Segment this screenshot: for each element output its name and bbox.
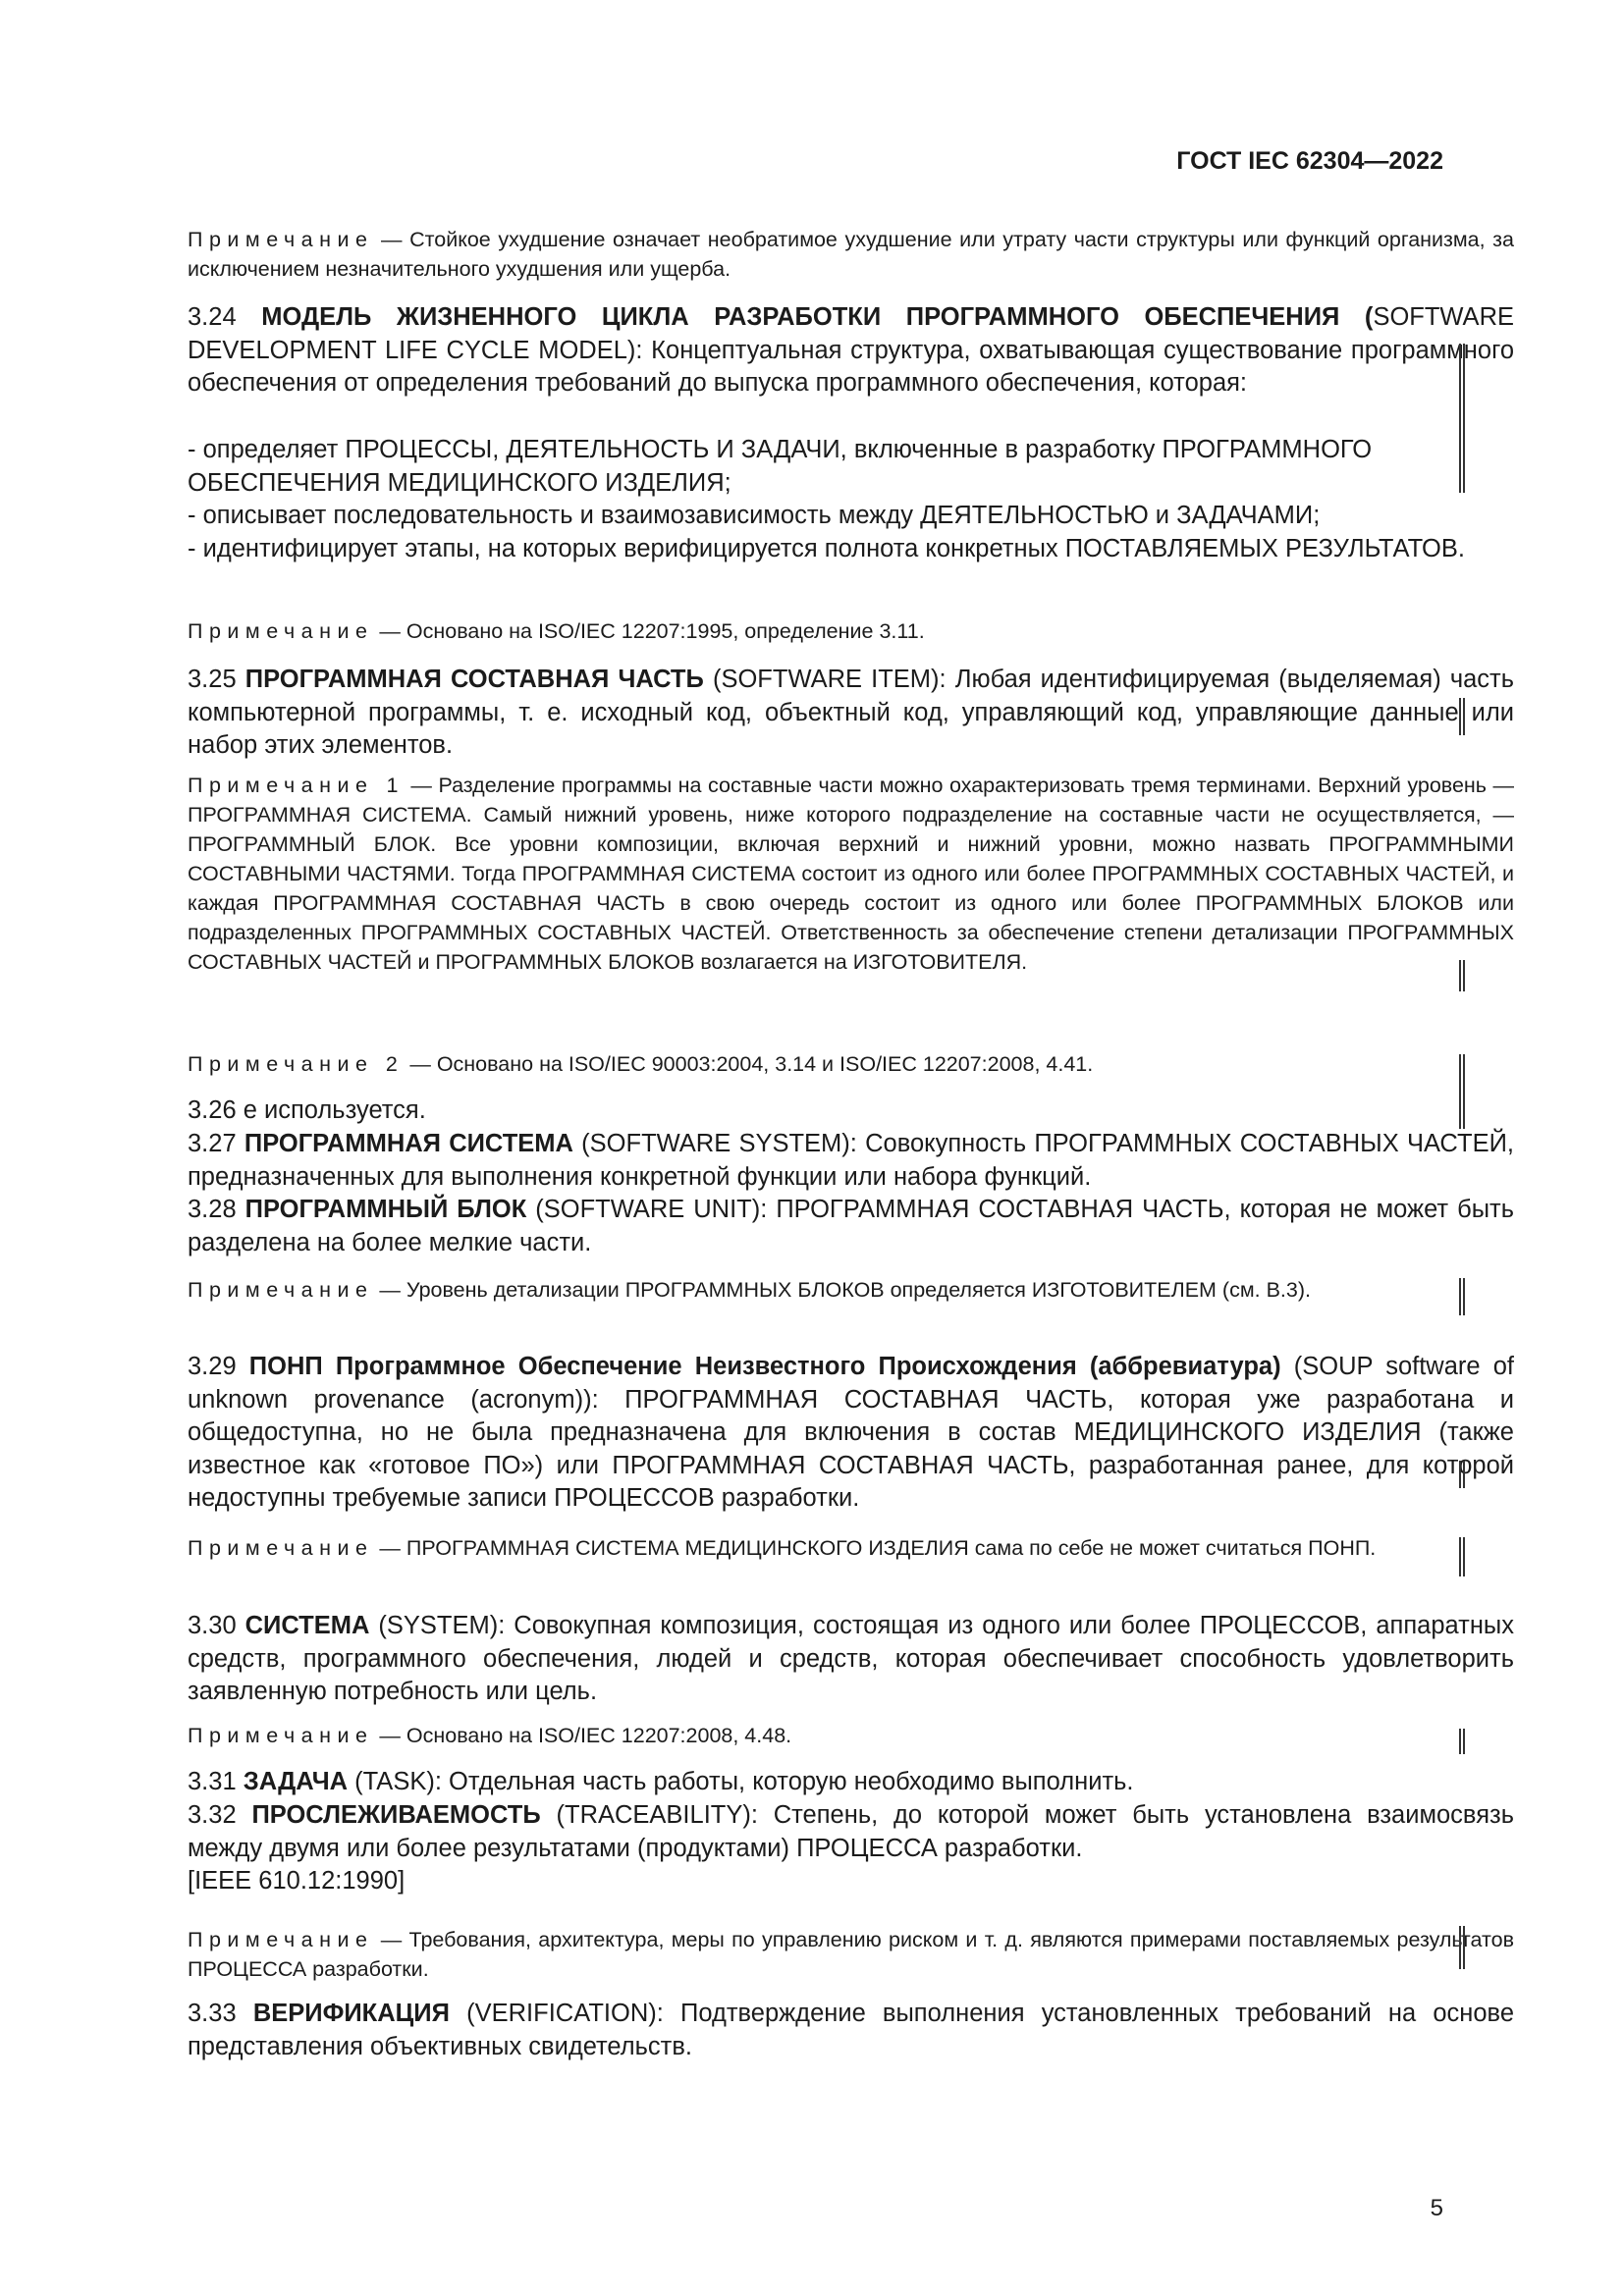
term-definition-3-31: 3.31 ЗАДАЧА (TASK): Отдельная часть работы, которую необходимо выполнить. (188, 1768, 1134, 1795)
note-block: Примечание 1 — Разделение программы на составные части можно охарактеризовать тремя терминами. Верхний уровень — ПРОГРАММНАЯ СИСТЕМА. Самый нижний уровень, ниже которого подразделение на составные части не осуществляется, — ПРОГРАММНЫЙ БЛОК. Все уровни композиции, включая верхний и нижний уровни, можно назвать ПРОГРАММНЫМИ СОСТАВНЫМИ ЧАСТЯМИ. Тогда ПРОГРАММНАЯ СИСТЕМА состоит из одного или более ПРОГРАММНЫХ СОСТАВНЫХ ЧАСТЕЙ, и каждая ПРОГРАММНАЯ СОСТАВНАЯ ЧАСТЬ в свою очередь состоит из одного или более ПРОГРАММНЫХ БЛОКОВ или подразделенных ПРОГРАММНЫХ СОСТАВНЫХ ЧАСТЕЙ. Ответственность за обеспечение степени детализации ПРОГРАММНЫХ СОСТАВНЫХ ЧАСТЕЙ и ПРОГРАММНЫХ БЛОКОВ возлагается на ИЗГОТОВИТЕЛЯ. (188, 774, 1515, 974)
term-definition-3-27: 3.27 ПРОГРАММНАЯ СИСТЕМА (SOFTWARE SYSTEM): Совокупность ПРОГРАММНЫХ СОСТАВНЫХ ЧАСТЕЙ, предназначенных для выполнения конкретной функции или набора функций. (188, 1130, 1514, 1191)
reference: [IEEE 610.12:1990] (188, 1867, 406, 1895)
note-block: Примечание — Основано на ISO/IEC 12207:2008, 4.48. (188, 1724, 792, 1747)
change-bar (1459, 960, 1465, 991)
change-bar (1459, 1278, 1465, 1315)
change-bar (1459, 1461, 1465, 1488)
term-definition-3-30: 3.30 СИСТЕМА (SYSTEM): Совокупная композиция, состоящая из одного или более ПРОЦЕССОВ, аппаратных средств, программного обеспечения, людей и средств, которая обеспечивает способность удовлетворить заявленную потребность или цель. (188, 1612, 1514, 1706)
note-block: Примечание 2 — Основано на ISO/IEC 90003:2004, 3.14 и ISO/IEC 12207:2008, 4.41. (188, 1052, 1094, 1076)
change-bar (1459, 1054, 1465, 1129)
term-definition-3-29: 3.29 ПОНП Программное Обеспечение Неизвестного Происхождения (аббревиатура) (SOUP software of unknown provenance (acronym)): ПРОГРАММНАЯ СОСТАВНАЯ ЧАСТЬ, которая уже разработана и общедоступна, но не была предназначена для включения в состав МЕДИЦИНСКОГО ИЗДЕЛИЯ (также известное как «готовое ПО») или ПРОГРАММНАЯ СОСТАВНАЯ ЧАСТЬ, разработанная ранее, для которой недоступны требуемые записи ПРОЦЕССОВ разработки. (188, 1353, 1514, 1513)
note-block: Примечание — Основано на ISO/IEC 12207:1995, определение 3.11. (188, 619, 925, 643)
note-block: Примечание — Уровень детализации ПРОГРАММНЫХ БЛОКОВ определяется ИЗГОТОВИТЕЛЕМ (см. В.3). (188, 1278, 1311, 1302)
note-block: Примечание — Стойкое ухудшение означает необратимое ухудшение или утрату части структуры или функций организма, за исключением незначительного ухудшения или ущерба. (188, 228, 1514, 281)
change-bar (1459, 698, 1465, 735)
note-block: Примечание — Требования, архитектура, меры по управлению риском и т. д. являются примерами поставляемых результатов ПРОЦЕССА разработки. (188, 1928, 1514, 1981)
change-bar (1459, 1926, 1465, 1969)
list-item: - описывает последовательность и взаимозависимость между ДЕЯТЕЛЬНОСТЬЮ и ЗАДАЧАМИ; (188, 502, 1321, 529)
list-item: - идентифицирует этапы, на которых верифицируется полнота конкретных ПОСТАВЛЯЕМЫХ РЕЗУЛЬТАТОВ. (188, 535, 1465, 562)
term-definition-3-26: 3.26 е используется. (188, 1096, 426, 1124)
document-header: ГОСТ IEC 62304—2022 (1176, 147, 1443, 175)
list-item: - определяет ПРОЦЕССЫ, ДЕЯТЕЛЬНОСТЬ И ЗАДАЧИ, включенные в разработку ПРОГРАММНОГО ОБЕСПЕЧЕНИЯ МЕДИЦИНСКОГО ИЗДЕЛИЯ; (188, 436, 1373, 497)
note-block: Примечание — ПРОГРАММНАЯ СИСТЕМА МЕДИЦИНСКОГО ИЗДЕЛИЯ сама по себе не может считаться ПОНП. (188, 1536, 1377, 1560)
term-definition-3-33: 3.33 ВЕРИФИКАЦИЯ (VERIFICATION): Подтверждение выполнения установленных требований на основе представления объективных свидетельств. (188, 2000, 1514, 2060)
term-definition-3-32: 3.32 ПРОСЛЕЖИВАЕМОСТЬ (TRACEABILITY): Степень, до которой может быть установлена взаимосвязь между двумя или более результатами (продуктами) ПРОЦЕССА разработки. (188, 1801, 1514, 1862)
page-number: 5 (1430, 2195, 1443, 2221)
term-definition-3-24: 3.24 МОДЕЛЬ ЖИЗНЕННОГО ЦИКЛА РАЗРАБОТКИ ПРОГРАММНОГО ОБЕСПЕЧЕНИЯ (SOFTWARE DEVELOPMENT LIFE CYCLE MODEL): Концептуальная структура, охватывающая существование программного обеспечения от определения требований до выпуска программного обеспечения, которая: (188, 303, 1514, 398)
change-bar (1459, 1537, 1465, 1576)
term-definition-3-25: 3.25 ПРОГРАММНАЯ СОСТАВНАЯ ЧАСТЬ (SOFTWARE ITEM): Любая идентифицируемая (выделяемая) часть компьютерной программы, т. е. исходный код, объектный код, управляющий код, управляющие данные или набор этих элементов. (188, 666, 1514, 760)
change-bar (1459, 1729, 1465, 1754)
term-definition-3-28: 3.28 ПРОГРАММНЫЙ БЛОК (SOFTWARE UNIT): ПРОГРАММНАЯ СОСТАВНАЯ ЧАСТЬ, которая не может быть разделена на более мелкие части. (188, 1196, 1514, 1256)
change-bar (1459, 344, 1465, 493)
